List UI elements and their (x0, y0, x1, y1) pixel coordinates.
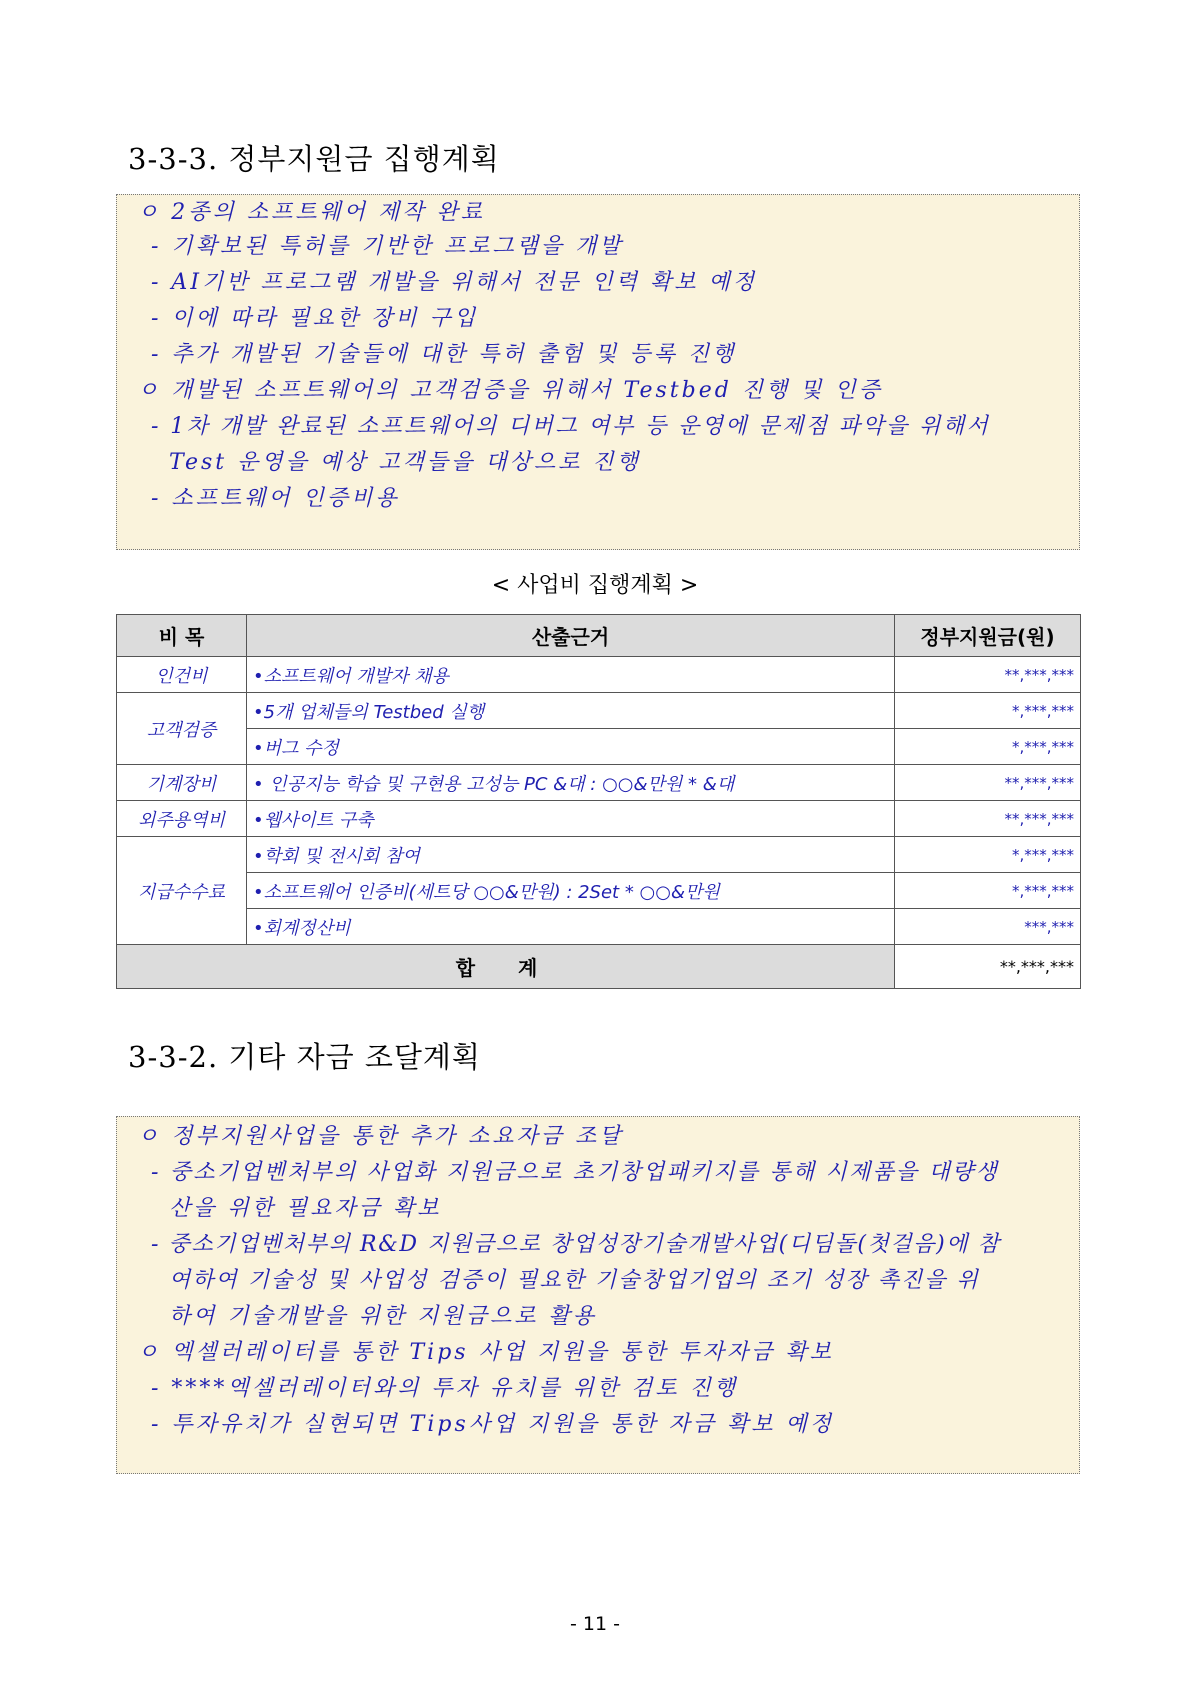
note-line: - 투자유치가 실현되면 Tips사업 지원을 통한 자금 확보 예정 (151, 1412, 835, 1437)
note-line: - 1차 개발 완료된 소프트웨어의 디버그 여부 등 운영에 문제점 파악을 위해서 (151, 414, 991, 439)
note-line: ㅇ 2종의 소프트웨어 제작 완료 (137, 200, 485, 225)
note-line: - 소프트웨어 인증비용 (151, 486, 400, 511)
column-header-amount: 정부지원금(원) (895, 615, 1081, 657)
budget-table (116, 614, 1081, 989)
note-line: - 기확보된 특허를 기반한 프로그램을 개발 (151, 234, 624, 259)
note-line: - ****엑셀러레이터와의 투자 유치를 위한 검토 진행 (151, 1376, 739, 1401)
amount-cell: *,***,*** (895, 729, 1081, 765)
note-line: ㅇ 정부지원사업을 통한 추가 소요자금 조달 (137, 1124, 624, 1149)
note-line: ㅇ 개발된 소프트웨어의 고객검증을 위해서 Testbed 진행 및 인증 (137, 378, 884, 403)
column-header-category: 비 목 (117, 615, 247, 657)
page-number: - 11 - (570, 1613, 620, 1635)
category-cell: 인건비 (117, 657, 247, 693)
note-line: 하여 기술개발을 위한 지원금으로 활용 (169, 1304, 598, 1329)
table-row (117, 909, 1081, 945)
table-row (117, 873, 1081, 909)
execution-plan-notes (116, 194, 1080, 550)
note-line: - 중소기업벤처부의 R&D 지원금으로 창업성장기술개발사업(디딤돌(첫걸음)에 참 (151, 1232, 1001, 1257)
table-row (117, 729, 1081, 765)
table-row (117, 693, 1081, 729)
table-total-row (117, 945, 1081, 989)
total-label: 합 계 (117, 945, 895, 989)
basis-cell: •소프트웨어 인증비(세트당 ○○&만원) : 2Set * ○○&만원 (247, 873, 895, 909)
section-heading-other-funding: 3-3-2. 기타 자금 조달계획 (128, 1040, 481, 1074)
basis-cell: •소프트웨어 개발자 채용 (247, 657, 895, 693)
note-line: - 이에 따라 필요한 장비 구입 (151, 306, 479, 331)
note-line: - AI기반 프로그램 개발을 위해서 전문 인력 확보 예정 (151, 270, 757, 295)
note-line: Test 운영을 예상 고객들을 대상으로 진행 (169, 450, 641, 475)
amount-cell: *,***,*** (895, 837, 1081, 873)
note-line: 여하여 기술성 및 사업성 검증이 필요한 기술창업기업의 조기 성장 촉진을 위 (169, 1268, 980, 1293)
amount-cell: *,***,*** (895, 693, 1081, 729)
table-caption: < 사업비 집행계획 > (491, 573, 699, 598)
amount-cell: **,***,*** (895, 765, 1081, 801)
basis-cell: •웹사이트 구축 (247, 801, 895, 837)
table-row (117, 837, 1081, 873)
note-line: - 중소기업벤처부의 사업화 지원금으로 초기창업패키지를 통해 시제품을 대량생 (151, 1160, 999, 1185)
column-header-basis: 산출근거 (247, 615, 895, 657)
table-header-row (117, 615, 1081, 657)
amount-cell: ***,*** (895, 909, 1081, 945)
amount-cell: **,***,*** (895, 801, 1081, 837)
amount-cell: **,***,*** (895, 657, 1081, 693)
table-row (117, 657, 1081, 693)
section-heading-execution-plan: 3-3-3. 정부지원금 집행계획 (128, 142, 500, 176)
table-row (117, 765, 1081, 801)
basis-cell: •학회 및 전시회 참여 (247, 837, 895, 873)
basis-cell: •회계정산비 (247, 909, 895, 945)
total-amount: **,***,*** (895, 945, 1081, 989)
amount-cell: *,***,*** (895, 873, 1081, 909)
basis-cell: •버그 수정 (247, 729, 895, 765)
note-line: ㅇ 엑셀러레이터를 통한 Tips 사업 지원을 통한 투자자금 확보 (137, 1340, 834, 1365)
basis-cell: •5개 업체들의 Testbed 실행 (247, 693, 895, 729)
category-cell: 기계장비 (117, 765, 247, 801)
table-row (117, 801, 1081, 837)
basis-cell: • 인공지능 학습 및 구현용 고성능 PC &대 : ○○&만원 * &대 (247, 765, 895, 801)
note-line: - 추가 개발된 기술들에 대한 특허 출험 및 등록 진행 (151, 342, 737, 367)
other-funding-notes (116, 1116, 1080, 1474)
category-cell: 고객검증 (117, 693, 247, 765)
note-line: 산을 위한 필요자금 확보 (169, 1196, 442, 1221)
category-cell: 지급수수료 (117, 837, 247, 945)
category-cell: 외주용역비 (117, 801, 247, 837)
